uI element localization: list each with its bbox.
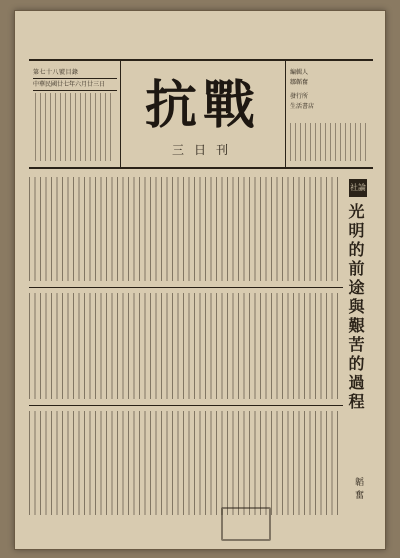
article-author: 韜奮 [353, 477, 363, 503]
editor-name: 鄒韜奮 [290, 79, 309, 86]
article-column-lower [29, 411, 341, 515]
article-column-middle [29, 293, 341, 399]
newspaper-subtitle: 三日刊 [171, 143, 238, 157]
column-divider [29, 287, 343, 288]
masthead-right-panel [285, 61, 373, 167]
article-area [29, 177, 373, 521]
article-headline: 光明的前途與艱苦的過程 [346, 203, 365, 412]
editor-label: 編輯人 [290, 69, 309, 76]
contents-text-block [35, 93, 115, 161]
issue-date: 中華民國廿七年六月廿三日 [33, 79, 117, 91]
editorial-tag: 社論 [349, 179, 367, 197]
issuer-name: 生活書店 [290, 103, 315, 110]
issue-number: 第七十八號目錄 [33, 67, 117, 79]
article-column-upper [29, 177, 341, 281]
issuer-label: 發行所 [290, 93, 309, 100]
masthead [29, 59, 373, 169]
watermark-stamp [221, 507, 271, 541]
newspaper-page [14, 10, 386, 550]
masthead-left-panel [29, 61, 121, 167]
masthead-center [125, 61, 281, 167]
publisher-text-block [290, 123, 370, 161]
newspaper-title: 抗戰 [144, 75, 261, 136]
column-divider [29, 405, 343, 406]
